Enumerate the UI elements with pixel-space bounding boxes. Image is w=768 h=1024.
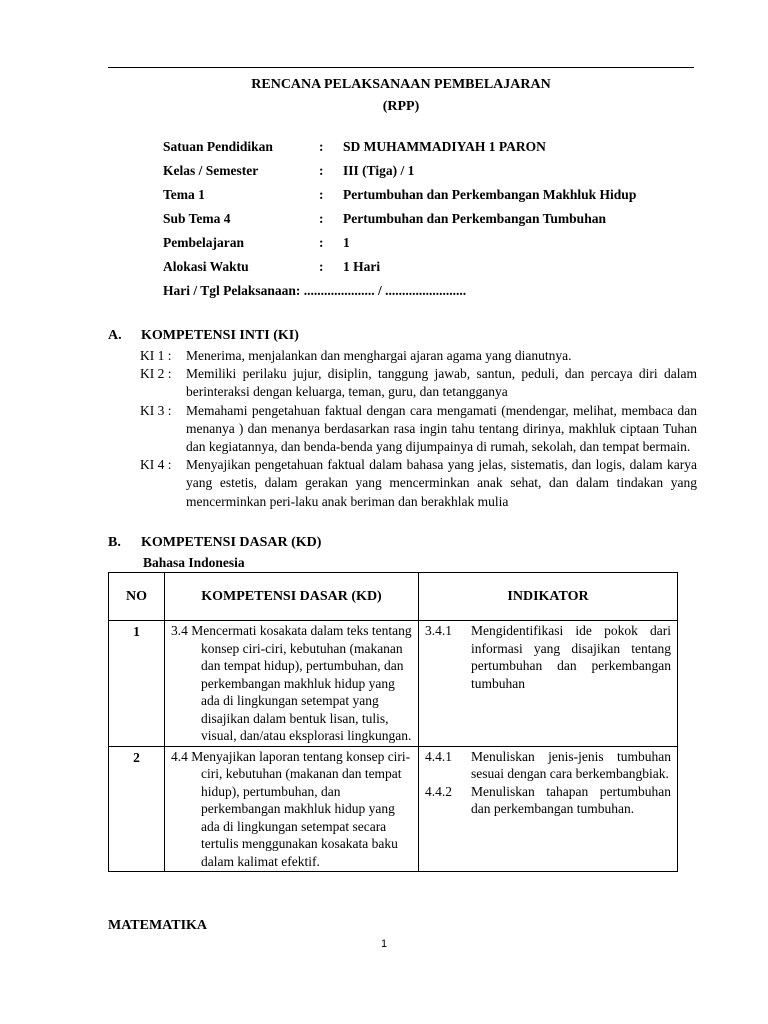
indikator-cell — [419, 746, 678, 872]
info-value: Pertumbuhan dan Perkembangan Tumbuhan — [343, 211, 606, 226]
row-number: 1 — [109, 621, 165, 747]
section-a-heading — [108, 328, 299, 344]
info-label: Tema 1 — [163, 187, 205, 202]
indikator-text: Mengidentifikasi ide pokok dari informasi yang disajikan tentang pertumbuhan dan perkembangan tumbuhan — [471, 623, 671, 691]
info-value: 1 — [343, 235, 350, 250]
section-letter: A. — [108, 328, 122, 343]
info-value: SD MUHAMMADIYAH 1 PARON — [343, 139, 546, 154]
indikator-cell — [419, 621, 678, 747]
header-no: NO — [109, 573, 165, 621]
info-row-kelas — [163, 163, 703, 187]
section-title: KOMPETENSI DASAR (KD) — [141, 535, 322, 550]
info-row-pembelajaran — [163, 235, 703, 259]
next-subject-heading: MATEMATIKA — [108, 918, 208, 933]
indikator-item — [425, 748, 671, 783]
document-title: RENCANA PELAKSANAAN PEMBELAJARAN — [251, 77, 551, 92]
ki-text: Memahami pengetahuan faktual dengan cara mengamati (mendengar, melihat, membaca dan menanya ) dan menanya berdasarkan rasa ingin tahu tentang dirinya, makhluk ciptaan Tuhan dan kegiatannya, dan benda-benda yang dijumpainya di rumah, sekolah, dan tempat bermain. — [186, 402, 697, 455]
kd-cell — [165, 621, 419, 747]
row-number: 2 — [109, 746, 165, 872]
indikator-code: 4.4.2 — [425, 783, 452, 799]
indikator-code: 4.4.1 — [425, 748, 452, 764]
section-b-heading — [108, 535, 321, 551]
kd-text: 3.4 Mencermati kosakata dalam teks tentang konsep ciri-ciri, kebutuhan (makanan dan tempat hidup), pertumbuhan, dan perkembangan makhluk hidup yang ada di lingkungan setempat yang disajikan dalam bentuk lisan, tulis, visual, dan/atau eksplorasi lingkungan. — [171, 623, 412, 743]
table-header-row — [109, 573, 678, 621]
ki-code: KI 2 : — [140, 366, 172, 382]
document-subtitle: (RPP) — [382, 99, 420, 114]
top-rule — [108, 67, 694, 68]
info-colon: : — [319, 235, 324, 250]
info-colon: : — [319, 163, 324, 178]
info-colon: : — [319, 187, 324, 202]
indikator-item — [425, 622, 671, 692]
ki-code: KI 3 : — [140, 402, 172, 418]
indikator-text: Menuliskan tahapan pertumbuhan dan perkembangan tumbuhan. — [471, 783, 671, 816]
info-colon: : — [319, 259, 324, 274]
info-row-tema — [163, 187, 703, 211]
info-label: Alokasi Waktu — [163, 259, 249, 274]
ki-text: Menerima, menjalankan dan menghargai ajaran agama yang dianutnya. — [186, 348, 572, 363]
info-row-hari-tgl: Hari / Tgl Pelaksanaan: ..................... / ........................ — [163, 283, 467, 298]
subject-heading: Bahasa Indonesia — [143, 555, 245, 570]
kd-table — [108, 572, 678, 872]
kd-cell — [165, 746, 419, 872]
page-number: 1 — [380, 938, 388, 950]
table-row — [109, 621, 678, 747]
info-value: 1 Hari — [343, 259, 381, 274]
section-letter: B. — [108, 535, 121, 550]
header-kd: KOMPETENSI DASAR (KD) — [165, 573, 419, 621]
ki-item — [140, 456, 697, 511]
info-label: Satuan Pendidikan — [163, 139, 273, 154]
ki-item — [140, 347, 697, 365]
ki-code: KI 1 : — [140, 348, 172, 363]
info-colon: : — [319, 139, 324, 154]
ki-item — [140, 365, 697, 401]
info-label: Kelas / Semester — [163, 163, 259, 178]
info-row-subtema — [163, 211, 703, 235]
info-row-satuan — [163, 139, 703, 163]
indikator-code: 3.4.1 — [425, 623, 452, 638]
indikator-text: Menuliskan jenis-jenis tumbuhan sesuai dengan cara berkembangbiak. — [471, 748, 671, 781]
info-row-alokasi — [163, 259, 703, 283]
ki-list — [140, 347, 697, 511]
info-value: Pertumbuhan dan Perkembangan Makhluk Hidup — [343, 187, 637, 202]
ki-text: Menyajikan pengetahuan faktual dalam bahasa yang jelas, sistematis, dan logis, dalam karya yang estetis, dalam gerakan yang mencerminkan anak sehat, dan dalam tindakan yang mencerminkan peri-laku anak beriman dan berakhlak mulia — [186, 457, 697, 509]
header-indikator: INDIKATOR — [419, 573, 678, 621]
section-title: KOMPETENSI INTI (KI) — [141, 328, 299, 343]
info-value: III (Tiga) / 1 — [343, 163, 415, 178]
info-label: Sub Tema 4 — [163, 211, 231, 226]
info-colon: : — [319, 211, 324, 226]
ki-text: Memiliki perilaku jujur, disiplin, tanggung jawab, santun, peduli, dan percaya diri dalam berinteraksi dengan keluarga, teman, guru, dan tetangganya — [186, 366, 697, 400]
identity-block — [163, 139, 703, 299]
kd-text: 4.4 Menyajikan laporan tentang konsep ciri-ciri, kebutuhan (makanan dan tempat hidup), pertumbuhan, dan perkembangan makhluk hidup yang ada di lingkungan setempat secara tertulis menggunakan kosakata baku dalam kalimat efektif. — [171, 748, 411, 869]
info-label: Pembelajaran — [163, 235, 244, 250]
indikator-item — [425, 783, 671, 818]
ki-code: KI 4 : — [140, 457, 172, 473]
ki-item — [140, 402, 697, 457]
table-row — [109, 746, 678, 872]
